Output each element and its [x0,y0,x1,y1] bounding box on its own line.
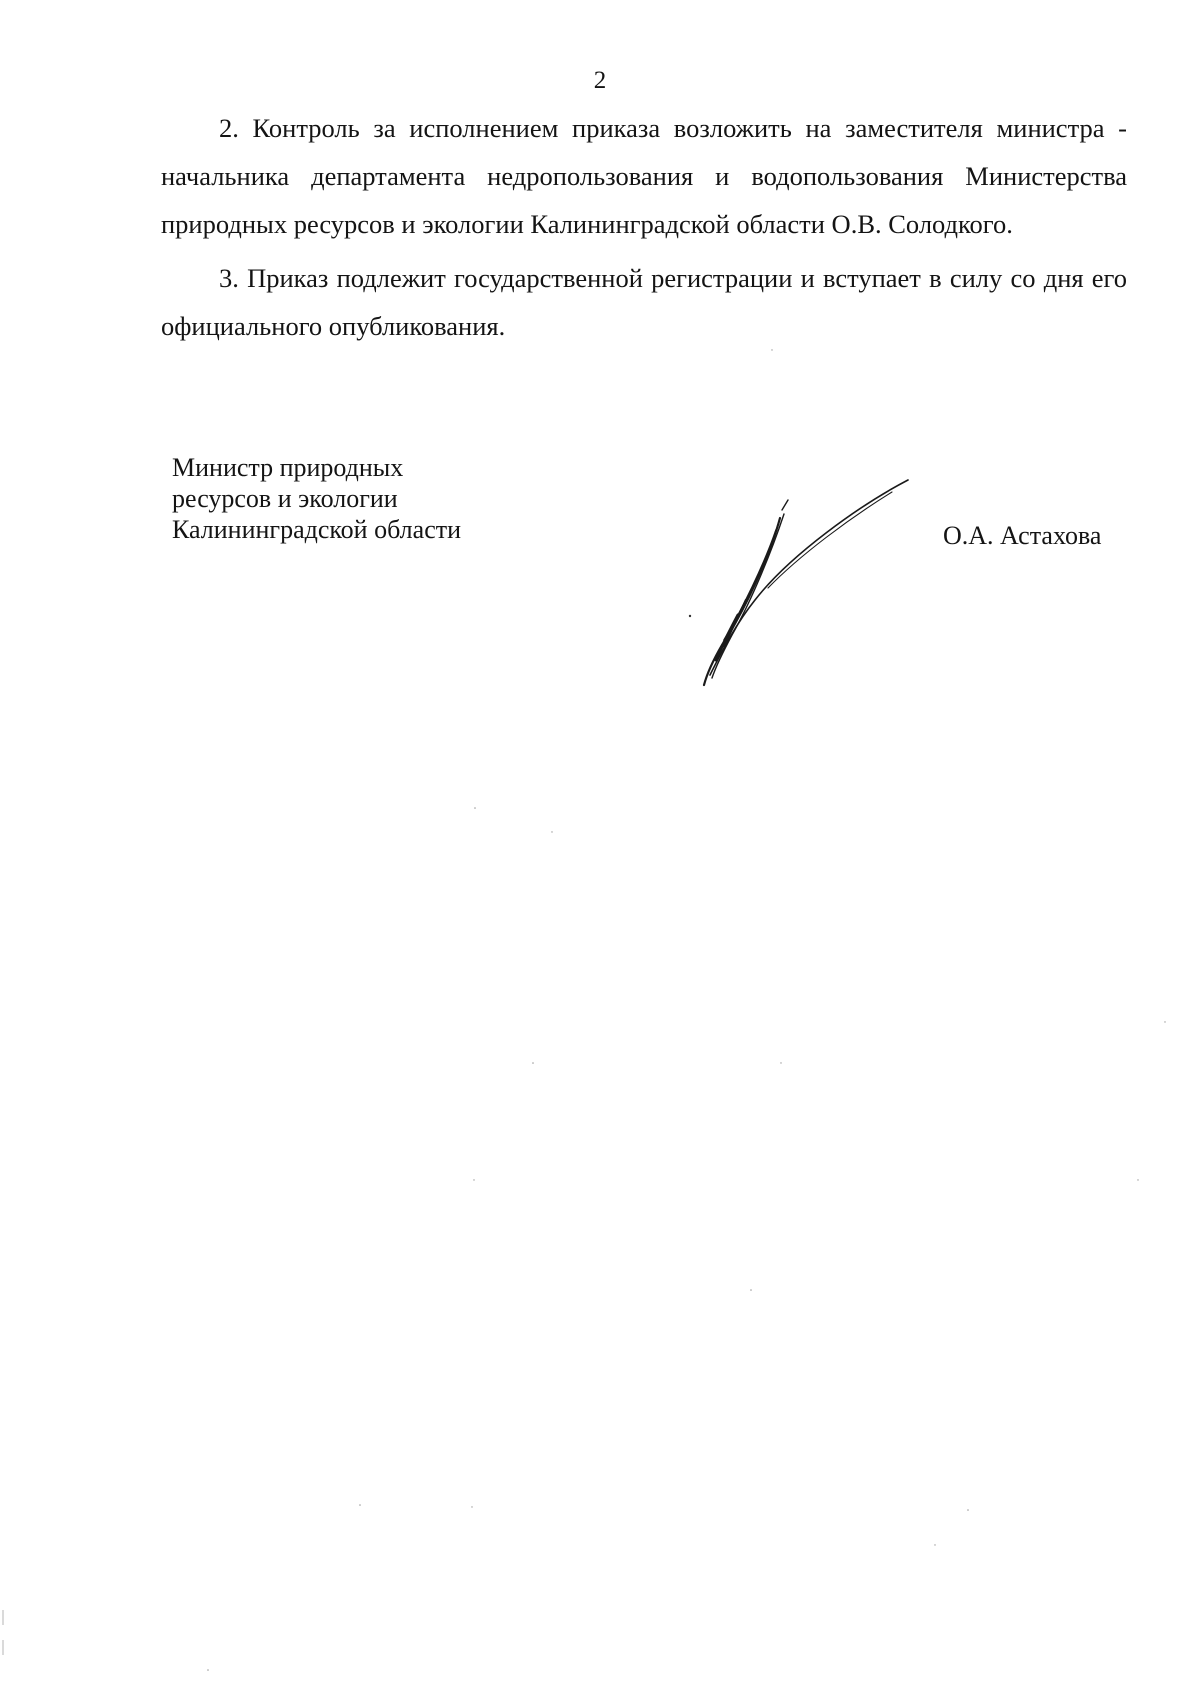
page-number: 2 [593,67,607,94]
signature-position-line: ресурсов и экологии [172,484,398,513]
signature-position-line: Министр природных [172,453,404,482]
body-text [161,104,1127,356]
paragraph-control: 2. Контроль за исполнением приказа возложить на заместителя министра - начальника департамента недропользования и водопользования Министерства природных ресурсов и экологии Калининградской области О.В. Солодкого. [161,113,1127,239]
signature-position [172,452,461,545]
handwritten-signature [660,470,920,700]
signature-position-line: Калининградской области [172,515,462,544]
paragraph-registration: 3. Приказ подлежит государственной регистрации и вступает в силу со дня его официального опубликования. [161,263,1127,341]
signature-dot [689,615,691,617]
signer-name: О.А. Астахова [943,521,1102,550]
